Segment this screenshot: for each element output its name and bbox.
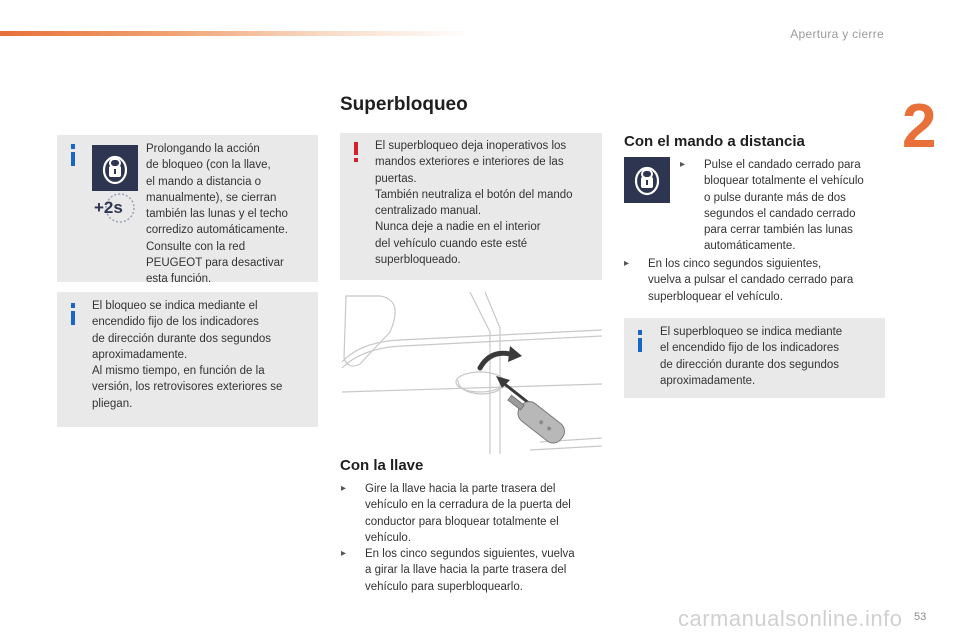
text-line: automáticamente. <box>704 240 796 253</box>
warning-text <box>375 138 597 268</box>
text-line: de dirección durante dos segundos <box>92 332 272 345</box>
text-line: vehículo para superbloquearlo. <box>365 580 523 593</box>
text-line: también las lunas y el techo <box>146 208 288 221</box>
text-line: vehículo en la cerradura de la puerta del <box>365 499 571 512</box>
text-line: En los cinco segundos siguientes, <box>648 258 822 270</box>
info-box-lock-windows <box>57 135 318 286</box>
list-item <box>341 546 603 595</box>
list-item <box>341 481 603 546</box>
page-title: Superbloqueo <box>340 94 468 115</box>
info-text <box>92 298 314 412</box>
text-line: corredizo automáticamente. <box>146 224 288 237</box>
text-line: vehículo. <box>365 531 412 544</box>
remote-step-2 <box>624 256 886 305</box>
warning-box <box>340 133 602 280</box>
two-seconds-badge-icon <box>94 193 138 223</box>
list-item <box>680 157 880 255</box>
info-text <box>146 141 314 288</box>
info-box-superlock-indicator <box>624 318 885 398</box>
text-line: PEUGEOT para desactivar <box>146 257 284 270</box>
info-icon <box>71 311 75 325</box>
text-line: Prolongando la acción <box>146 143 260 155</box>
chapter-number: 2 <box>902 92 937 161</box>
remote-section-heading: Con el mando a distancia <box>624 133 805 150</box>
key-steps-list <box>341 481 603 595</box>
text-line: superbloquear el vehículo. <box>648 290 783 303</box>
text-line: El superbloqueo se indica mediante <box>660 326 843 338</box>
text-line: Pulse el candado cerrado para <box>704 159 861 171</box>
text-line: También neutraliza el botón del mando <box>375 188 573 201</box>
text-line: El superbloqueo deja inoperativos los <box>375 140 567 152</box>
text-line: vuelva a pulsar el candado cerrado para <box>648 274 854 287</box>
text-line: aproximadamente. <box>660 374 756 387</box>
text-line: superbloqueado. <box>375 254 461 267</box>
info-icon-dot <box>638 330 642 335</box>
text-line: segundos el candado cerrado <box>704 207 856 220</box>
info-text <box>660 324 880 389</box>
text-line: aproximadamente. <box>92 348 188 361</box>
text-line: esta función. <box>146 273 212 286</box>
text-line: del vehículo cuando este esté <box>375 237 528 250</box>
text-line: Consulte con la red <box>146 240 246 253</box>
arrow-bullet-icon: ▸ <box>624 258 630 269</box>
warning-icon <box>354 142 358 155</box>
text-line: mandos exteriores e interiores de las <box>375 156 564 169</box>
text-line: centralizado manual. <box>375 205 482 218</box>
warning-icon-dot <box>354 158 358 162</box>
lock-closed-icon <box>92 145 138 191</box>
text-line: o pulse durante más de dos <box>704 191 846 204</box>
text-line: puertas. <box>375 172 417 185</box>
info-icon <box>71 152 75 166</box>
text-line: En los cinco segundos siguientes, vuelva <box>365 548 575 561</box>
remote-lock-icon <box>624 157 670 203</box>
text-line: de dirección durante dos segundos <box>660 358 840 371</box>
text-line: encendido fijo de los indicadores <box>92 316 259 329</box>
text-line: el encendido fijo de los indicadores <box>660 342 840 355</box>
door-key-illustration <box>340 292 602 454</box>
watermark: carmanualsonline.info <box>678 606 903 631</box>
text-line: el mando a distancia o <box>146 175 262 188</box>
page-number: 53 <box>914 611 927 623</box>
text-line: para cerrar también las lunas <box>704 224 853 237</box>
text-line: Al mismo tiempo, en función de la <box>92 365 265 378</box>
section-name: Apertura y cierre <box>790 27 884 41</box>
info-box-indicators <box>57 292 318 427</box>
text-line: bloquear totalmente el vehículo <box>704 175 864 188</box>
text-line: Nunca deje a nadie en el interior <box>375 221 541 234</box>
arrow-bullet-icon: ▸ <box>680 159 686 170</box>
text-line: manualmente), se cierran <box>146 191 277 204</box>
info-icon <box>638 338 642 352</box>
text-line: a girar la llave hacia la parte trasera del <box>365 564 567 577</box>
list-item <box>624 256 886 305</box>
text-line: Gire la llave hacia la parte trasera del <box>365 483 556 495</box>
text-line: El bloqueo se indica mediante el <box>92 300 258 312</box>
two-seconds-badge-label: +2s <box>94 198 123 217</box>
text-line: versión, los retrovisores exteriores se <box>92 381 283 394</box>
header-accent-bar <box>0 31 470 36</box>
text-line: conductor para bloquear totalmente el <box>365 515 559 528</box>
text-line: pliegan. <box>92 397 133 410</box>
info-icon-dot <box>71 303 75 308</box>
text-line: de bloqueo (con la llave, <box>146 159 271 172</box>
arrow-bullet-icon: ▸ <box>341 483 347 494</box>
info-icon-dot <box>71 144 75 149</box>
key-section-heading: Con la llave <box>340 457 424 474</box>
remote-step-1 <box>680 157 880 255</box>
arrow-bullet-icon: ▸ <box>341 548 347 560</box>
